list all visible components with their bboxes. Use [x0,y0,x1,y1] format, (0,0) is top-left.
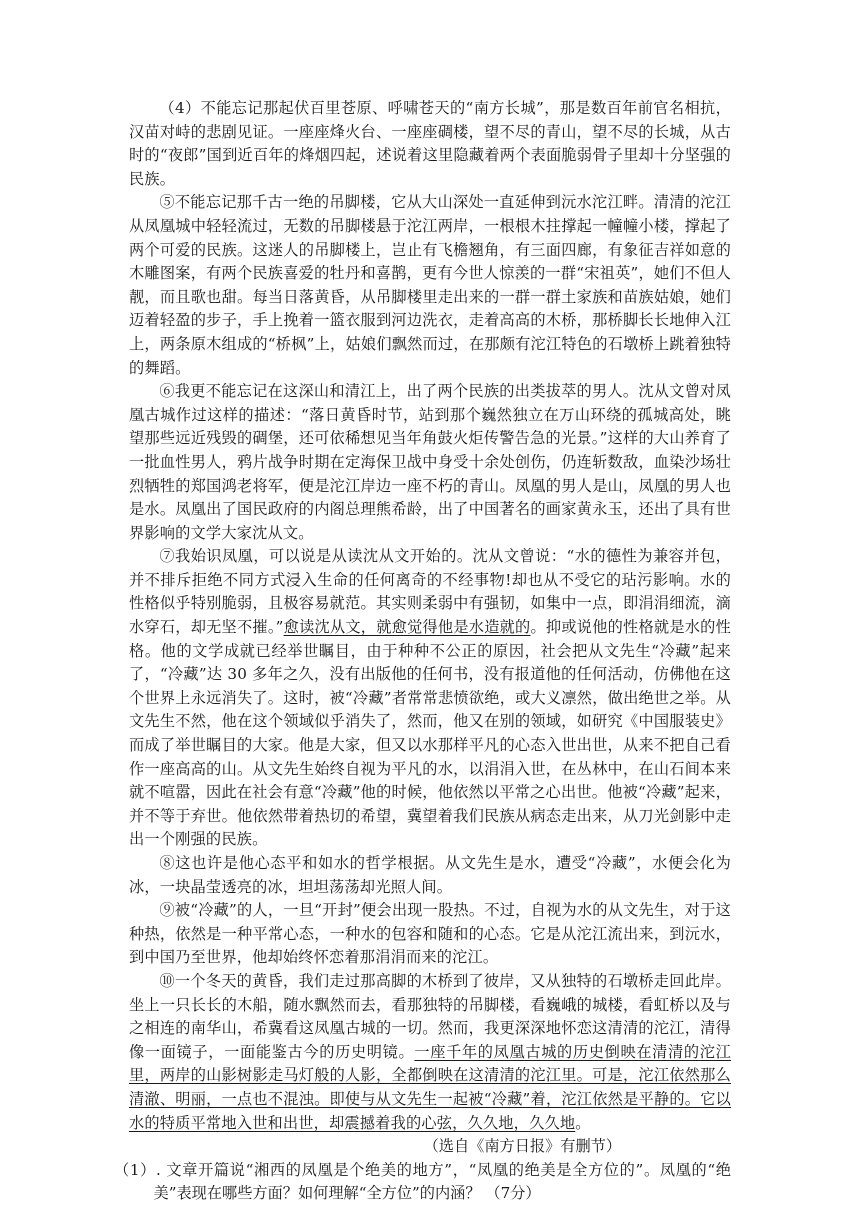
paragraph-text: 。抑或说他的性格就是水的性格。他的文学成就已经举世瞩目，由于种种不公正的原因，社会把从文先生“冷藏”起来了，“冷藏”达 30 多年之久，没有出版他的任何书，没有报道他的任何活动，仿佛他在这个世界上永远消失了。这时，被“冷藏”者常常悲愤欲绝，或大义凛然，做出绝世之举。从文先生不然，他在这个领域似乎消失了，然而，他又在别的领域，如研究《中国服装史》而成了举世瞩目的大家。他是大家，但又以水那样平凡的心态入世出世，从来不把自己看作一座高高的山。从文先生始终自视为平凡的水，以涓涓入世，在丛林中，在山石间本来就不喧嚣，因此在社会有意“冷藏”他的时候，他依然以平常之心出世。他被“冷藏”起来，并不等于弃世。他依然带着热切的希望，冀望着我们民族从病态走出来，从刀光剑影中走出一个刚强的民族。 [129,618,731,849]
paragraph-text: ⑥我更不能忘记在这深山和清江上，出了两个民族的出类拔萃的男人。沈从文曾对凤凰古城作过这样的描述：“落日黄昏时节，站到那个巍然独立在万山环绕的孤城高处，眺望那些远近残毁的碉堡，还可依稀想见当年角鼓火炬传警告急的光景。”这样的大山养育了一批血性男人，鸦片战争时期在定海保卫战中身受十余处创伤，仍连斩数敌，血染沙场壮烈牺牲的郑国鸿老将军，便是沱江岸边一座不朽的青山。凤凰的男人是山，凤凰的男人也是水。凤凰出了国民政府的内阁总理熊希龄，出了中国著名的画家黄永玉，还出了具有世界影响的文学大家沈从文。 [129,382,731,542]
source-citation: （选自《南方日报》有删节） [423,1137,621,1156]
paragraph-6 [129,380,731,545]
paragraph-text: ⑧这也许是他心态平和如水的哲学根据。从文先生是水，遭受“冷藏”，水便会化为冰，一块晶莹透亮的冰，坦坦荡荡却光照人间。 [129,854,731,896]
article-page [114,97,731,1206]
question-1: （1）. 文章开篇说“湘西的凤凰是个绝美的地方”，“凤凰的绝美是全方位的”。凤凰的“绝美”表现在哪些方面？如何理解“全方位”的内涵？ （7分） [114,1160,731,1203]
paragraph-4 [129,97,731,191]
underlined-sentence: 愈读沈从文，就愈觉得他是水造就的 [283,618,531,637]
underlined-sentence: 一座千年的凤凰古城的历史倒映在清清的沱江里，两岸的山影树影走马灯般的人影，全都倒映在这清清的沱江里。可是，沱江依然那么清澈、明丽，一点也不混浊。即使与从文先生一起被“冷藏”着，沱江依然是平静的。它以水的特质平常地入世和出世，却震撼着我的心弦，久久地，久久地 [129,1042,731,1132]
paragraph-text: （4）不能忘记那起伏百里苍原、呼啸苍天的“南方长城”，那是数百年前官名相抗，汉苗对峙的悲剧见证。一座座烽火台、一座座碉楼，望不尽的青山，望不尽的长城，从古时的“夜郎”国到近百年的烽烟四起，述说着这里隐藏着两个表面脆弱骨子里却十分坚强的民族。 [129,99,731,188]
paragraph-8 [129,852,731,899]
paragraph-5 [129,191,731,380]
paragraph-text: ⑩一个冬天的黄昏，我们走过那高脚的木桥到了彼岸，又从独特的石墩桥走回此岸。坐上一只长长的木船，随水飘然而去，看那独特的吊脚楼，看巍峨的城楼，看虹桥以及与之相连的南华山，希冀看这凤凰古城的一切。然而，我更深深地怀恋这清清的沱江，清得像一面镜子，一面能鉴古今的历史明镜。 [129,971,731,1061]
paragraph-text: ⑤不能忘记那千古一绝的吊脚楼，它从大山深处一直延伸到沅水沱江畔。清清的沱江从凤凰城中轻轻流过，无数的吊脚楼悬于沱江两岸，一根根木拄撑起一幢幢小楼，撑起了两个可爱的民族。这迷人的吊脚楼上，岂止有飞檐翘角，有三面四廊，有象征吉祥如意的木雕图案，有两个民族喜爱的牡丹和喜鹊，更有今世人惊羡的一群“宋祖英”，她们不但人靓，而且歌也甜。每当日落黄昏，从吊脚楼里走出来的一群一群土家族和苗族姑娘，她们迈着轻盈的步子，手上挽着一篮衣服到河边洗衣，走着高高的木桥，那桥脚长长地伸入江上，两条原木组成的“桥枫”上，姑娘们飘然而过，在那颇有沱江特色的石墩桥上跳着独特的舞蹈。 [129,193,731,377]
paragraph-text: 。 [575,1113,591,1132]
article-body [129,97,731,1135]
paragraph-text: ⑦我始识凤凰，可以说是从读沈从文开始的。沈从文曾说：“水的德性为兼容并包，并不排斥拒绝不同方式浸入生命的任何离奇的不经事物!却也从不受它的玷污影响。水的性格似乎特别脆弱，且极容易就范。其实则柔弱中有强韧，如集中一点，即涓涓细流，滴水穿石，却无坚不摧。” [129,547,731,637]
paragraph-7 [129,545,731,852]
paragraph-9 [129,899,731,970]
paragraph-10 [129,970,731,1135]
paragraph-text: ⑨被“冷藏”的人，一旦“开封”便会出现一股热。不过，自视为水的从文先生，对于这种热，依然是一种平常心态，一种水的包容和随和的心态。它是从沱江流出来，到沅水，到中国乃至世界，他却始终怀恋着那涓涓而来的沱江。 [129,901,731,967]
